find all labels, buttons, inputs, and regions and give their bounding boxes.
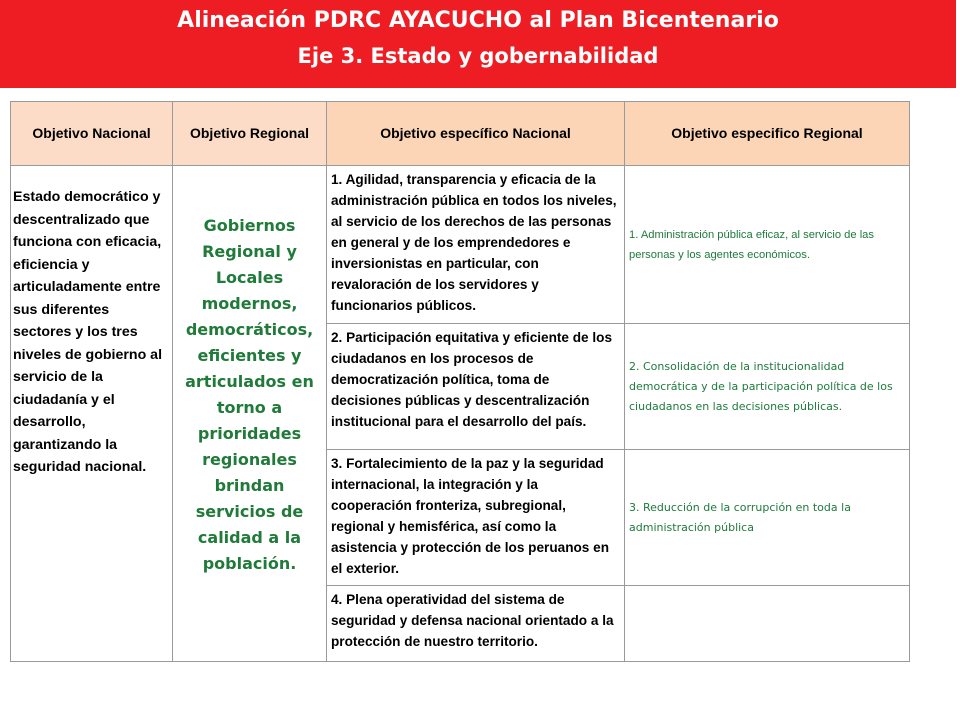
- especifico-regional-cell: 2. Consolidación de la institucionalidad democrática y de la participación política de los ciudadanos en las decisiones públicas.: [625, 324, 910, 450]
- especifico-regional-cell: 1. Administración pública eficaz, al servicio de las personas y los agentes económicos.: [625, 166, 910, 324]
- alignment-table: [10, 101, 910, 662]
- especifico-nacional-cell: 2. Participación equitativa y eficiente de los ciudadanos en los procesos de democratización política, toma de decisiones públicas y descentralización institucional para el desarrollo del país.: [327, 324, 625, 450]
- especifico-nacional-cell: 4. Plena operatividad del sistema de seguridad y defensa nacional orientado a la protección de nuestro territorio.: [327, 586, 625, 662]
- header-objetivo-especifico-nacional: Objetivo específico Nacional: [327, 102, 625, 166]
- objetivo-nacional-cell: Estado democrático y descentralizado que funciona con eficacia, eficiencia y articuladamente entre sus diferentes sectores y los tres niveles de gobierno al servicio de la ciudadanía y el desarrollo, garantizando la seguridad nacional.: [11, 166, 173, 662]
- especifico-regional-cell: [625, 586, 910, 662]
- title-banner: [0, 0, 956, 88]
- table-row: [11, 166, 910, 324]
- slide-title: Alineación PDRC AYACUCHO al Plan Bicentenario: [177, 8, 779, 33]
- header-objetivo-nacional: Objetivo Nacional: [11, 102, 173, 166]
- especifico-regional-cell: 3. Reducción de la corrupción en toda la administración pública: [625, 450, 910, 586]
- objetivo-regional-cell: Gobiernos Regional y Locales modernos, democráticos, eficientes y articulados en torno a prioridades regionales brindan servicios de calidad a la población.: [173, 166, 327, 662]
- header-objetivo-regional: Objetivo Regional: [173, 102, 327, 166]
- especifico-nacional-cell: 3. Fortalecimiento de la paz y la seguridad internacional, la integración y la cooperación fronteriza, subregional, regional y hemisférica, así como la asistencia y protección de los peruanos en el exterior.: [327, 450, 625, 586]
- slide-subtitle: Eje 3. Estado y gobernabilidad: [297, 44, 659, 68]
- especifico-nacional-cell: 1. Agilidad, transparencia y eficacia de la administración pública en todos los niveles, al servicio de los derechos de las personas en general y de los emprendedores e inversionistas en particular, con revaloración de los servidores y funcionarios públicos.: [327, 166, 625, 324]
- header-objetivo-especifico-regional: Objetivo especifico Regional: [625, 102, 910, 166]
- table-header-row: [11, 102, 910, 166]
